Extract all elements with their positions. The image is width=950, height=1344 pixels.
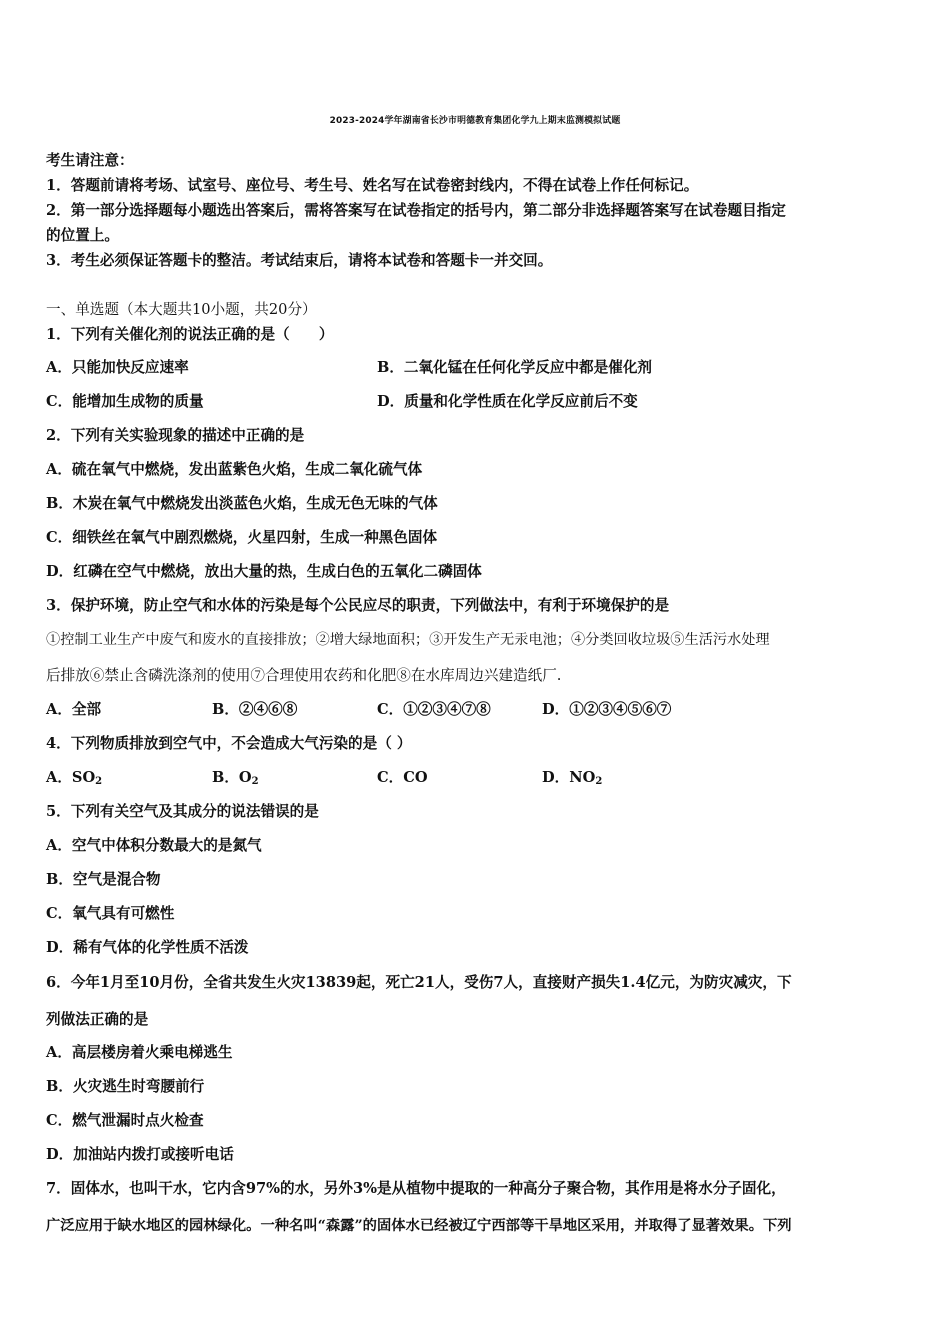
q4-stem: 4．下列物质排放到空气中，不会造成大气污染的是（ ） — [46, 735, 412, 752]
q3-option-b: B．②④⑥⑧ — [212, 701, 298, 718]
q4-option-b-subscript: 2 — [251, 776, 259, 787]
notice-item-2: 2．第一部分选择题每小题选出答案后，需将答案写在试卷指定的括号内，第二部分非选择题答案写在试卷题目指定 — [46, 202, 786, 219]
q4-option-d — [542, 768, 602, 788]
q2-option-c: C．细铁丝在氧气中剧烈燃烧，火星四射，生成一种黑色固体 — [46, 529, 438, 546]
q4-option-b-text: B．O — [212, 769, 252, 786]
q5-option-b: B．空气是混合物 — [46, 871, 161, 888]
q4-option-a — [46, 768, 102, 788]
notice-item-3: 3．考生必须保证答题卡的整洁。考试结束后，请将本试卷和答题卡一并交回。 — [46, 252, 553, 269]
q3-statement-line-1: ①控制工业生产中废气和废水的直接排放；②增大绿地面积；③开发生产无汞电池；④分类回收垃圾⑤生活污水处理 — [46, 632, 770, 648]
q4-option-d-subscript: 2 — [595, 776, 603, 787]
q2-option-d: D．红磷在空气中燃烧，放出大量的热，生成白色的五氧化二磷固体 — [46, 563, 482, 580]
q2-option-b: B．木炭在氧气中燃烧发出淡蓝色火焰，生成无色无味的气体 — [46, 495, 438, 512]
notice-heading: 考生请注意： — [46, 152, 134, 169]
q6-stem: 6．今年1月至10月份，全省共发生火灾13839起，死亡21人，受伤7人，直接财产损失1.4亿元，为防灾减灾，下 — [46, 974, 792, 991]
q5-option-d: D．稀有气体的化学性质不活泼 — [46, 939, 249, 956]
notice-item-2-cont: 的位置上。 — [46, 227, 119, 244]
q5-option-a: A．空气中体积分数最大的是氮气 — [46, 837, 262, 854]
q4-option-a-subscript: 2 — [95, 776, 103, 787]
q1-option-d: D．质量和化学性质在化学反应前后不变 — [377, 393, 638, 410]
q7-stem: 7．固体水，也叫干水，它内含97%的水，另外3%是从植物中提取的一种高分子聚合物，其作用是将水分子固化， — [46, 1180, 786, 1197]
q7-stem-cont: 广泛应用于缺水地区的园林绿化。一种名叫“森露”的固体水已经被辽宁西部等干旱地区采用，并取得了显著效果。下列 — [46, 1218, 792, 1234]
section-heading: 一、单选题（本大题共10小题，共20分） — [46, 301, 317, 318]
q1-stem: 1．下列有关催化剂的说法正确的是（ ） — [46, 326, 334, 343]
q1-option-a: A．只能加快反应速率 — [46, 359, 189, 376]
page-title: 2023-2024学年湖南省长沙市明德教育集团化学九上期末监测模拟试题 — [329, 116, 621, 126]
q6-option-c: C．燃气泄漏时点火检查 — [46, 1112, 204, 1129]
q1-option-b: B．二氧化锰在任何化学反应中都是催化剂 — [377, 359, 653, 376]
q4-option-c: C．CO — [377, 769, 428, 786]
notice-item-1: 1．答题前请将考场、试室号、座位号、考生号、姓名写在试卷密封线内，不得在试卷上作任何标记。 — [46, 177, 699, 194]
q5-stem: 5．下列有关空气及其成分的说法错误的是 — [46, 803, 319, 820]
q6-option-a: A．高层楼房着火乘电梯逃生 — [46, 1044, 233, 1061]
q6-option-d: D．加油站内拨打或接听电话 — [46, 1146, 234, 1163]
q3-statement-line-2: 后排放⑥禁止含磷洗涤剂的使用⑦合理使用农药和化肥⑧在水库周边兴建造纸厂. — [46, 667, 562, 684]
q1-option-c: C．能增加生成物的质量 — [46, 393, 204, 410]
q5-option-c: C．氧气具有可燃性 — [46, 905, 175, 922]
q3-option-d: D．①②③④⑤⑥⑦ — [542, 701, 672, 718]
q4-option-a-text: A．SO — [46, 769, 96, 786]
q3-stem: 3．保护环境，防止空气和水体的污染是每个公民应尽的职责，下列做法中，有利于环境保护的是 — [46, 597, 670, 614]
q2-stem: 2．下列有关实验现象的描述中正确的是 — [46, 427, 305, 444]
q6-option-b: B．火灾逃生时弯腰前行 — [46, 1078, 205, 1095]
q6-stem-cont: 列做法正确的是 — [46, 1011, 149, 1028]
q4-option-d-text: D．NO — [542, 769, 596, 786]
q2-option-a: A．硫在氧气中燃烧，发出蓝紫色火焰，生成二氧化硫气体 — [46, 461, 423, 478]
q4-option-b — [212, 768, 259, 788]
q3-option-c: C．①②③④⑦⑧ — [377, 701, 491, 718]
q3-option-a: A．全部 — [46, 701, 102, 718]
